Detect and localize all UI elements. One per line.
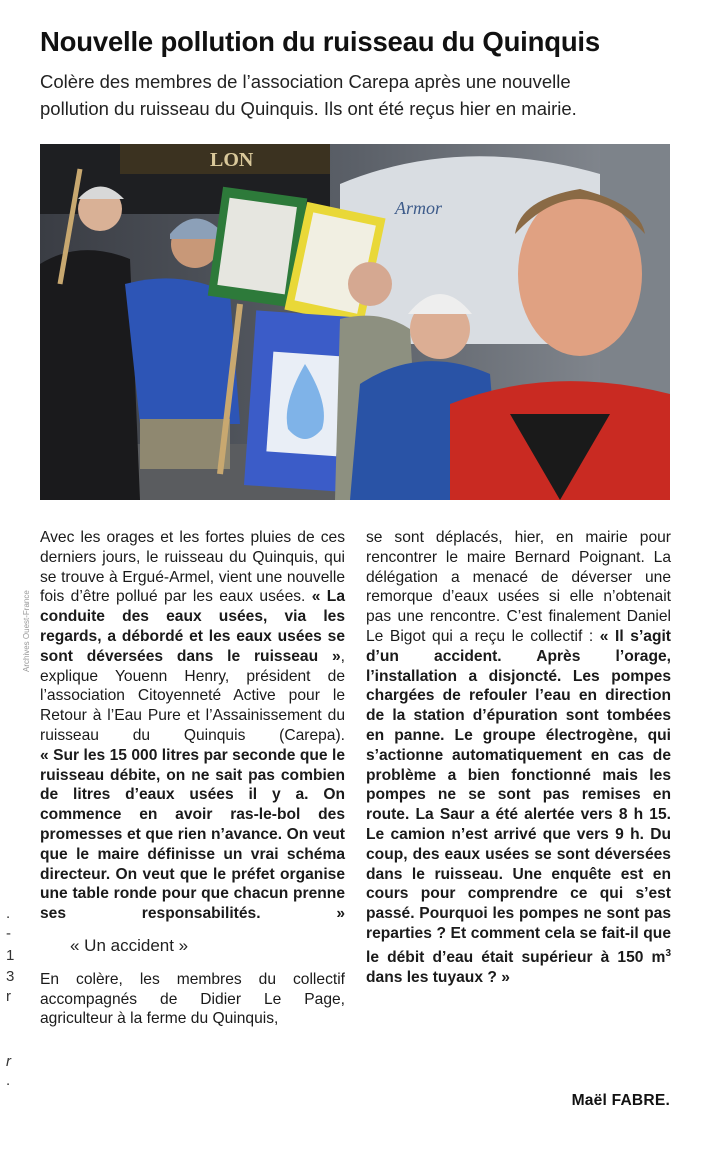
tent-text: Armor [395,198,443,218]
paragraph-collective: En colère, les membres du collectif accompagnés de Didier Le Page, agriculteur à la ferme du Quinquis, [40,970,345,1028]
article-title: Nouvelle pollution du ruisseau du Quinquis [40,26,600,57]
quote-bold: « La conduite des eaux usées, via les regards, a débordé et les eaux usées se sont déversées dans le ruisseau » [40,588,345,665]
paragraph-quote: « Sur les 15 000 litres par seconde que le ruisseau débite, on ne sait pas combien de litres d’eaux usées il y a. On commence en avoir ras-le-bol des promesses et que rien n’avance. On veut que le maire définisse un vrai schéma directeur. On veut que le préfet organise une table ronde pour que chacun prenne ses responsabilités. » [40,746,345,923]
margin-glyph: 3 [6,968,15,985]
article-column-left [40,528,345,1029]
photo-credit: Archives Ouest-France [22,590,31,672]
paragraph-intro: Avec les orages et les fortes pluies de ces derniers jours, le ruisseau du Quinquis, qui se trouve à Ergué-Armel, vient une nouvelle fois d’être pollué par les eaux usées. « La conduite des eaux usées, via les regards, a débordé et les eaux usées se sont déversées dans le ruisseau », explique Youenn Henry, président de l’association Citoyenneté Active pour le Retour à l’Eau Pure et l’Assainissement du ruisseau du Quinquis (Carepa). [40,529,345,744]
margin-glyph: . [6,905,11,922]
margin-glyph: . [6,1072,11,1089]
article-column-right [366,528,671,988]
margin-glyph: 1 [6,947,15,964]
margin-glyph: - [6,925,11,942]
margin-glyph: r [6,988,11,1005]
subheading: « Un accident » [70,935,189,955]
shop-sign-text: LON [210,149,254,171]
article-subtitle: Colère des membres de l’association Carepa après une nouvelle pollution du ruisseau du Quinquis. Ils ont été reçus hier en mairie. [40,71,577,119]
author-signature: Maël FABRE. [571,1092,670,1109]
quote-bold: « Il s’agit d’un accident. Après l’orage, l’installation a disjoncté. Les pompes chargées de refouler l’eau en direction de la station d’épuration sont tombées en panne. Le groupe électrogène, qui s’actionne automatiquement en cas de problème a bien fonctionné mais les pompes ne se sont pas remises en route. La Saur a été alertée vers 8 h 15. Le camion n’est arrivé que vers 9 h. Du coup, des eaux usées se sont déversées dans le ruisseau. Une enquête est en cours pour comprendre ce qui s’est passé. Pourquoi les pompes ne sont pas reparties ? Et comment cela se fait-il que le débit d’eau était supérieur à 150 $m^3$ dans les tuyaux ? » [366,627,671,986]
margin-glyph: r [6,1053,11,1070]
paragraph-meeting: se sont déplacés, hier, en mairie pour rencontrer le maire Bernard Poignant. La délégation a menacé de déverser une remorque d’eaux usées si elle n’obtenait pas une rencontre. C’est finalement Daniel Le Bigot qui a reçu le collectif : « Il s’agit d’un accident. Après l’orage, l’installation a disjoncté. Les pompes chargées de refouler l’eau en direction de la station d’épuration sont tombées en panne. Le groupe électrogène, qui s’actionne automatiquement en cas de problème a bien fonctionné mais les pompes ne se sont pas remises en route. La Saur a été alertée vers 8 h 15. Le camion n’est arrivé que vers 9 h. Du coup, des eaux usées se sont déversées dans le ruisseau. Une enquête est en cours pour comprendre ce qui s’est passé. Pourquoi les pompes ne sont pas reparties ? Et comment cela se fait-il que le débit d’eau était supérieur à 150 $m^3$ dans les tuyaux ? » [366,529,671,986]
article-photo [40,144,670,500]
